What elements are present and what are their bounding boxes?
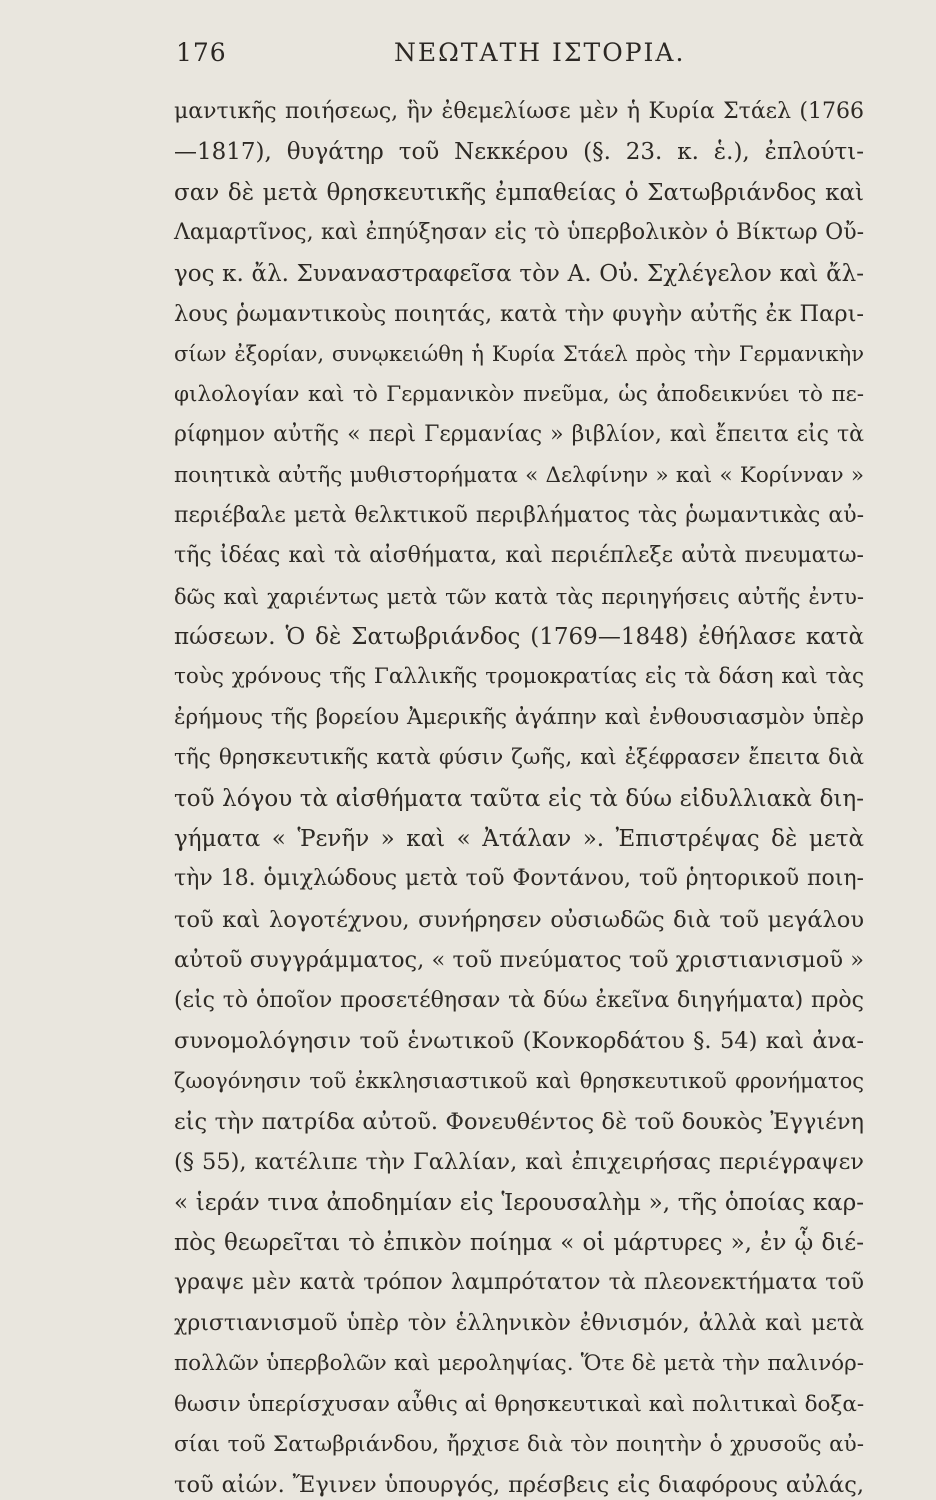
text-line: —1817), θυγάτηρ τοῦ Νεκκέρου (§. 23. κ. ἑ.), ἐπλούτι- <box>174 139 864 166</box>
text-line: τῆς θρησκευτικῆς κατὰ φύσιν ζωῆς, καὶ ἐξέφρασεν ἔπειτα διὰ <box>174 745 864 771</box>
text-line: τοῦ καὶ λογοτέχνου, συνήρησεν οὐσιωδῶς διὰ τοῦ μεγάλου <box>174 906 864 933</box>
text-line: περιέβαλε μετὰ θελκτικοῦ περιβλήματος τὰς ῥωμαντικὰς αὐ- <box>174 502 864 528</box>
text-line: πολλῶν ὑπερβολῶν καὶ μεροληψίας. Ὅτε δὲ μετὰ τὴν παλινόρ- <box>174 1351 864 1377</box>
text-line: (εἰς τὸ ὁποῖον προσετέθησαν τὰ δύω ἐκεῖνα διηγήματα) πρὸς <box>174 987 864 1013</box>
text-line: σίων ἐξορίαν, συνῳκειώθη ἡ Κυρία Στάελ πρὸς τὴν Γερμανικὴν <box>174 342 864 367</box>
text-line: « ἱεράν τινα ἀποδημίαν εἰς Ἱερουσαλὴμ », τῆς ὁποίας καρ- <box>174 1189 864 1216</box>
text-line: τὴν 18. ὁμιχλώδους μετὰ τοῦ Φοντάνου, τοῦ ῥητορικοῦ ποιη- <box>174 866 864 892</box>
text-line: φιλολογίαν καὶ τὸ Γερμανικὸν πνεῦμα, ὡς ἀποδεικνύει τὸ πε- <box>174 381 864 407</box>
text-line: γος κ. ἄλ. Συναναστραφεῖσα τὸν Α. Οὐ. Σχλέγελον καὶ ἄλ- <box>174 260 864 287</box>
text-line: ἐρήμους τῆς βορείου Ἀμερικῆς ἀγάπην καὶ ἐνθουσιασμὸν ὑπὲρ <box>174 704 864 730</box>
text-line: τοῦ αἰών. Ἔγινεν ὑπουργός, πρέσβεις εἰς διαφόρους αὐλάς, <box>174 1472 864 1499</box>
text-line: τοὺς χρόνους τῆς Γαλλικῆς τρομοκρατίας εἰς τὰ δάση καὶ τὰς <box>174 664 864 690</box>
text-line: σαν δὲ μετὰ θρησκευτικῆς ἐμπαθείας ὁ Σατωβριάνδος καὶ <box>174 179 864 206</box>
body-text <box>174 92 864 1500</box>
text-line: γήματα « Ῥενῆν » καὶ « Ἀτάλαν ». Ἐπιστρέψας δὲ μετὰ <box>174 826 864 853</box>
text-line: ποιητικὰ αὐτῆς μυθιστορήματα « Δελφίνην » καὶ « Κορίνναν » <box>174 462 864 488</box>
text-line: ζωογόνησιν τοῦ ἐκκλησιαστικοῦ καὶ θρησκευτικοῦ φρονήματος <box>174 1069 864 1094</box>
text-line: μαντικῆς ποιήσεως, ἣν ἐθεμελίωσε μὲν ἡ Κυρία Στάελ (1766 <box>174 99 864 124</box>
text-line: σίαι τοῦ Σατωβριάνδου, ἤρχισε διὰ τὸν ποιητὴν ὁ χρυσοῦς αὐ- <box>174 1431 864 1457</box>
text-line: γραψε μὲν κατὰ τρόπον λαμπρότατον τὰ πλεονεκτήματα τοῦ <box>174 1270 864 1296</box>
text-line: Λαμαρτῖνος, καὶ ἐπηύξησαν εἰς τὸ ὑπερβολικὸν ὁ Βίκτωρ Οὔ- <box>174 220 864 246</box>
page-number: 176 <box>176 38 227 67</box>
text-line: θωσιν ὑπερίσχυσαν αὖθις αἱ θρησκευτικαὶ καὶ πολιτικαὶ δοξα- <box>174 1391 865 1417</box>
text-line: εἰς τὴν πατρίδα αὐτοῦ. Φονευθέντος δὲ τοῦ δουκὸς Ἐγγιένη <box>174 1108 864 1135</box>
text-line: (§ 55), κατέλιπε τὴν Γαλλίαν, καὶ ἐπιχειρήσας περιέγραψεν <box>174 1149 864 1176</box>
text-line: τῆς ἰδέας καὶ τὰ αἰσθήματα, καὶ περιέπλεξε αὐτὰ πνευματω- <box>174 543 864 569</box>
text-line: πὸς θεωρεῖται τὸ ἐπικὸν ποίημα « οἱ μάρτυρες », ἐν ᾧ διέ- <box>174 1229 864 1256</box>
running-title: ΝΕΩΤΑΤΗ ΙΣΤΟΡΙΑ. <box>394 38 686 67</box>
text-line: συνομολόγησιν τοῦ ἑνωτικοῦ (Κονκορδάτου §. 54) καὶ ἀνα- <box>174 1027 864 1054</box>
text-line: αὐτοῦ συγγράμματος, « τοῦ πνεύματος τοῦ χριστιανισμοῦ » <box>174 947 864 974</box>
text-line: λους ῥωμαντικοὺς ποιητάς, κατὰ τὴν φυγὴν αὐτῆς ἐκ Παρι- <box>174 300 864 327</box>
text-line: πώσεων. Ὁ δὲ Σατωβριάνδος (1769—1848) ἐθήλασε κατὰ <box>174 624 864 651</box>
text-line: χριστιανισμοῦ ὑπὲρ τὸν ἑλληνικὸν ἐθνισμόν, ἀλλὰ καὶ μετὰ <box>174 1310 864 1336</box>
text-line: δῶς καὶ χαριέντως μετὰ τῶν κατὰ τὰς περιηγήσεις αὐτῆς ἐντυ- <box>174 584 864 609</box>
text-line: ρίφημον αὐτῆς « περὶ Γερμανίας » βιβλίον, καὶ ἔπειτα εἰς τὰ <box>174 422 864 448</box>
text-line: τοῦ λόγου τὰ αἰσθήματα ταῦτα εἰς τὰ δύω εἰδυλλιακὰ διη- <box>174 785 864 812</box>
